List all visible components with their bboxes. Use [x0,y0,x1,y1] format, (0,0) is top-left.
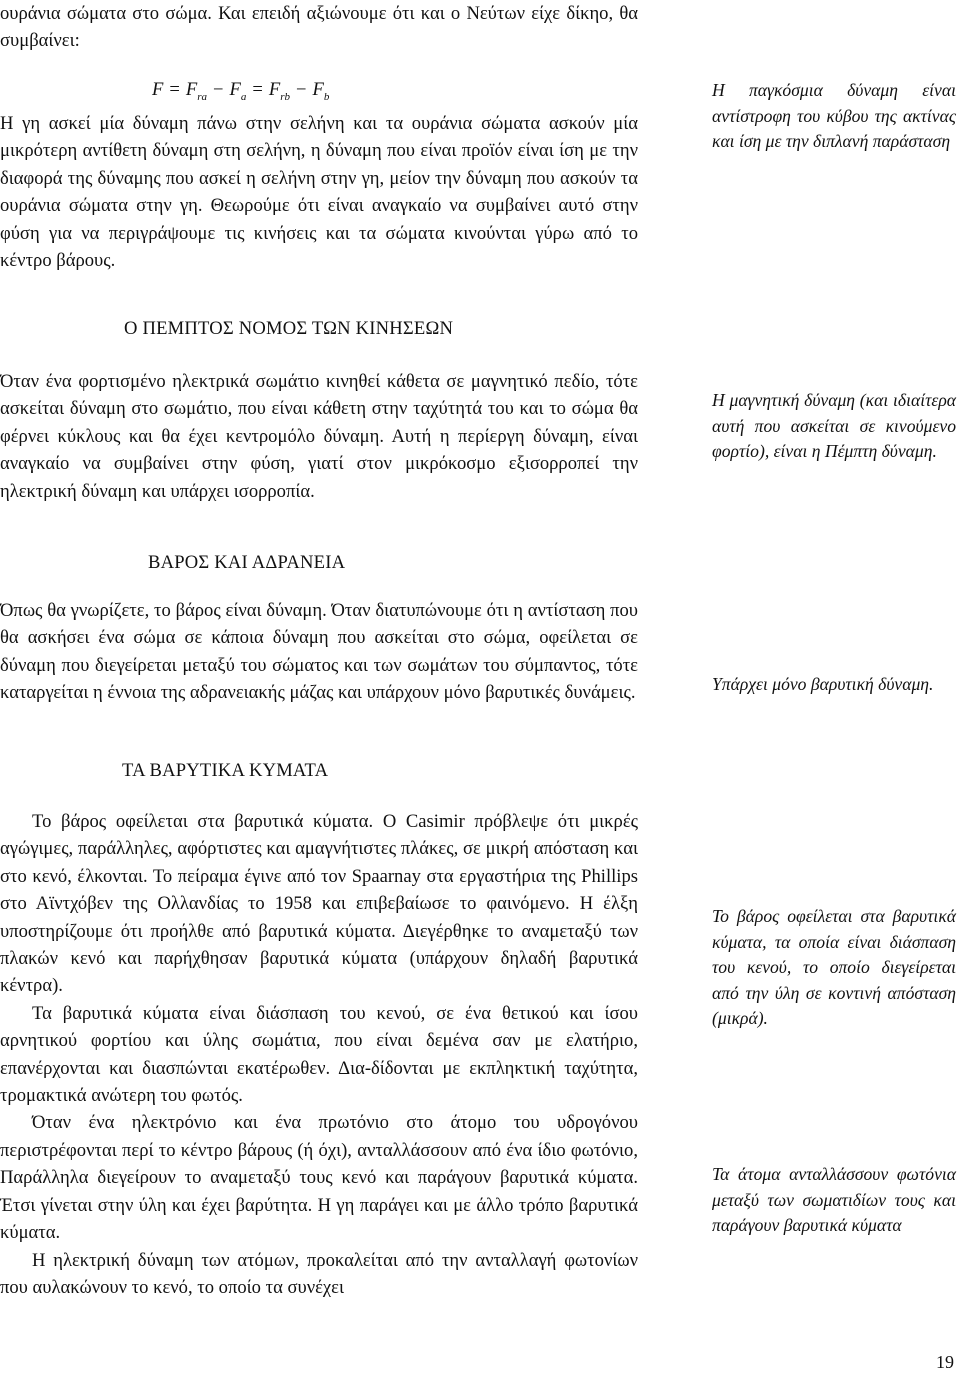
gravity-waves-paragraph-2: Τα βαρυτικά κύματα είναι διάσπαση του κενού, σε ένα θετικού και ίσου αρνητικού φορτίου και ύλης σωμάτια, που είναι δεμένα σαν με ελατήριο, επανέρχονται και διασπώνται εκατέρωθεν. Δια-δίδονται με εκπληκτική ταχύτητα, τρομακτικά ανώτερη του φωτός. [0,1002,638,1107]
formula-sub-rb: rb [280,91,290,103]
opening-paragraph [0,0,638,55]
gravity-waves-paragraph-1: Το βάρος οφείλεται στα βαρυτικά κύματα. Ο Casimir πρόβλεψε ότι μικρές αγώγιμες, παράλληλες, αφόρτιστες και αμαγνήτιστες πλάκες, σε μικρή απόσταση και στο κενό, έλκονται. Το πείραμα έγινε από τον Spaarnay στα εργαστήρια της Phillips στο Αϊντχόβεν της Ολλανδίας το 1958 και επιβεβαίωσε το φαινόμενο. Η έλξη υποστηρίζουμε ότι προήλθε από βαρυτικά κύματα. Διεγέρθηκε το αναμεταξύ των πλακών κενό και παρήχθησαν βαρυτικά κύματα (υπάρχουν δηλαδή βαρυτικά κέντρα). [0,811,638,997]
force-formula [152,79,329,103]
side-note-only-gravity: Υπάρχει μόνο βαρυτική δύναμη. [712,674,934,694]
side-note-gravity-waves: Το βάρος οφείλεται στα βαρυτικά κύματα, τα οποία είναι διάσπαση του κενού, το οποίο διεγείρεται από την ύλη σε κοντινή απόσταση (μικρά). [712,906,956,1028]
section-heading-gravity-waves: ΤΑ ΒΑΡΥΤΙΚΑ ΚΥΜΑΤΑ [122,760,329,781]
weight-inertia-paragraph [0,597,638,707]
formula-minus-2: − [296,79,307,100]
gravity-waves-section [0,808,638,1301]
weight-inertia-text: Όπως θα γνωρίζετε, το βάρος είναι δύναμη. Όταν διατυπώνουμε ότι η αντίσταση που θα ασκήσει ένα σώμα σε κάποια δύναμη που ασκείται στο σώμα, οφείλεται σε δύναμη που διεγείρεται μεταξύ του σώματος και των σωμάτων του σύμπαντος, τότε καταργείται η έννοια της αδρανειακής μάζας και υπάρχουν μόνο βαρυτικές δυνάμεις. [0,600,638,704]
side-note-universal-force: Η παγκόσμια δύναμη είναι αντίστροφη του κύβου της ακτίνας και ίση με την διπλανή παράσταση [712,80,956,151]
formula-eq-1: = [169,79,180,100]
formula-f: F [152,79,164,100]
gravity-text: Η γη ασκεί μία δύναμη πάνω στην σελήνη και τα ουράνια σώματα ασκούν μία μικρότερη αντίθετη δύναμη στη σελήνη, η δύναμη που είναι προϊόν είναι ίση με την διαφορά της δύναμης που ασκεί η σελήνη στην γη, μείον την δύναμη που ασκούν τα ουράνια σώματα στην γη. Θεωρούμε ότι είναι αναγκαίο να συμβαίνει αυτό στην φύση για να περιγράψουμε τις κινήσεις και τα σώματα κινούνται γύρω από το κέντρο βάρους. [0,113,638,272]
side-note-atoms-photons: Τα άτομα ανταλλάσσουν φωτόνια μεταξύ των σωματιδίων τους και παράγουν βαρυτικά κύματα [712,1164,956,1235]
formula-sub-ra: ra [197,91,207,103]
formula-fa: F [229,79,241,100]
gravity-waves-paragraph-3: Όταν ένα ηλεκτρόνιο και ένα πρωτόνιο στο άτομο του υδρογόνου περιστρέφονται περί το κέντρο βάρους (ή όχι), ανταλλάσσουν από ένα ίδιο φωτόνιο, Παράλληλα διεγείρουν το αναμεταξύ τους κενό και παράγουν βαρυτικά κύματα. Έτσι γίνεται στην ύλη και έχει βαρύτητα. Η γη παράγει και με άλλο τρόπο βαρυτικά κύματα. [0,1112,638,1244]
section-heading-fifth-law: Ο ΠΕΜΠΤΟΣ ΝΟΜΟΣ ΤΩΝ ΚΙΝΗΣΕΩΝ [124,318,454,339]
formula-sub-b: b [323,91,330,103]
gravity-paragraph [0,110,638,274]
section-heading-weight-inertia: ΒΑΡΟΣ ΚΑΙ ΑΔΡΑΝΕΙΑ [148,552,346,573]
page-number: 19 [936,1352,954,1372]
formula-frb: F [268,79,281,100]
fifth-law-text: Όταν ένα φορτισμένο ηλεκτρικά σωμάτιο κινηθεί κάθετα σε μαγνητικό πεδίο, τότε ασκείται δύναμη στο σωμάτιο, που είναι κάθετη στην ταχύτητά του και το σώμα θα φέρνει κύκλους και θα έχει κεντρομόλο δύναμη. Αυτή η περίεργη δύναμη, είναι αναγκαίο να συμβαίνει στην φύση, γιατί στον μικρόκοσμο εξισορροπεί την ηλεκτρική δύναμη και υπάρχει ισορροπία. [0,371,638,502]
formula-fra: F [185,79,198,100]
formula-fb: F [312,79,324,100]
gravity-waves-paragraph-4: Η ηλεκτρική δύναμη των ατόμων, προκαλείται από την ανταλλαγή φωτονίων που αυλακώνουν το κενό, το οποίο τα συνέχει [0,1249,638,1298]
side-note-magnetic-force: Η μαγνητική δύναμη (και ιδιαίτερα αυτή που ασκείται σε κινούμενο φορτίο), είναι η Πέμπτη δύναμη. [712,390,956,461]
fifth-law-paragraph [0,368,638,505]
formula-minus-1: − [213,79,224,100]
formula-eq-2: = [252,79,263,100]
opening-text: ουράνια σώματα στο σώμα. Και επειδή αξιώνουμε ότι και ο Νεύτων είχε δίκηο, θα συμβαίνει: [0,3,638,52]
formula-sub-a: a [240,91,247,103]
